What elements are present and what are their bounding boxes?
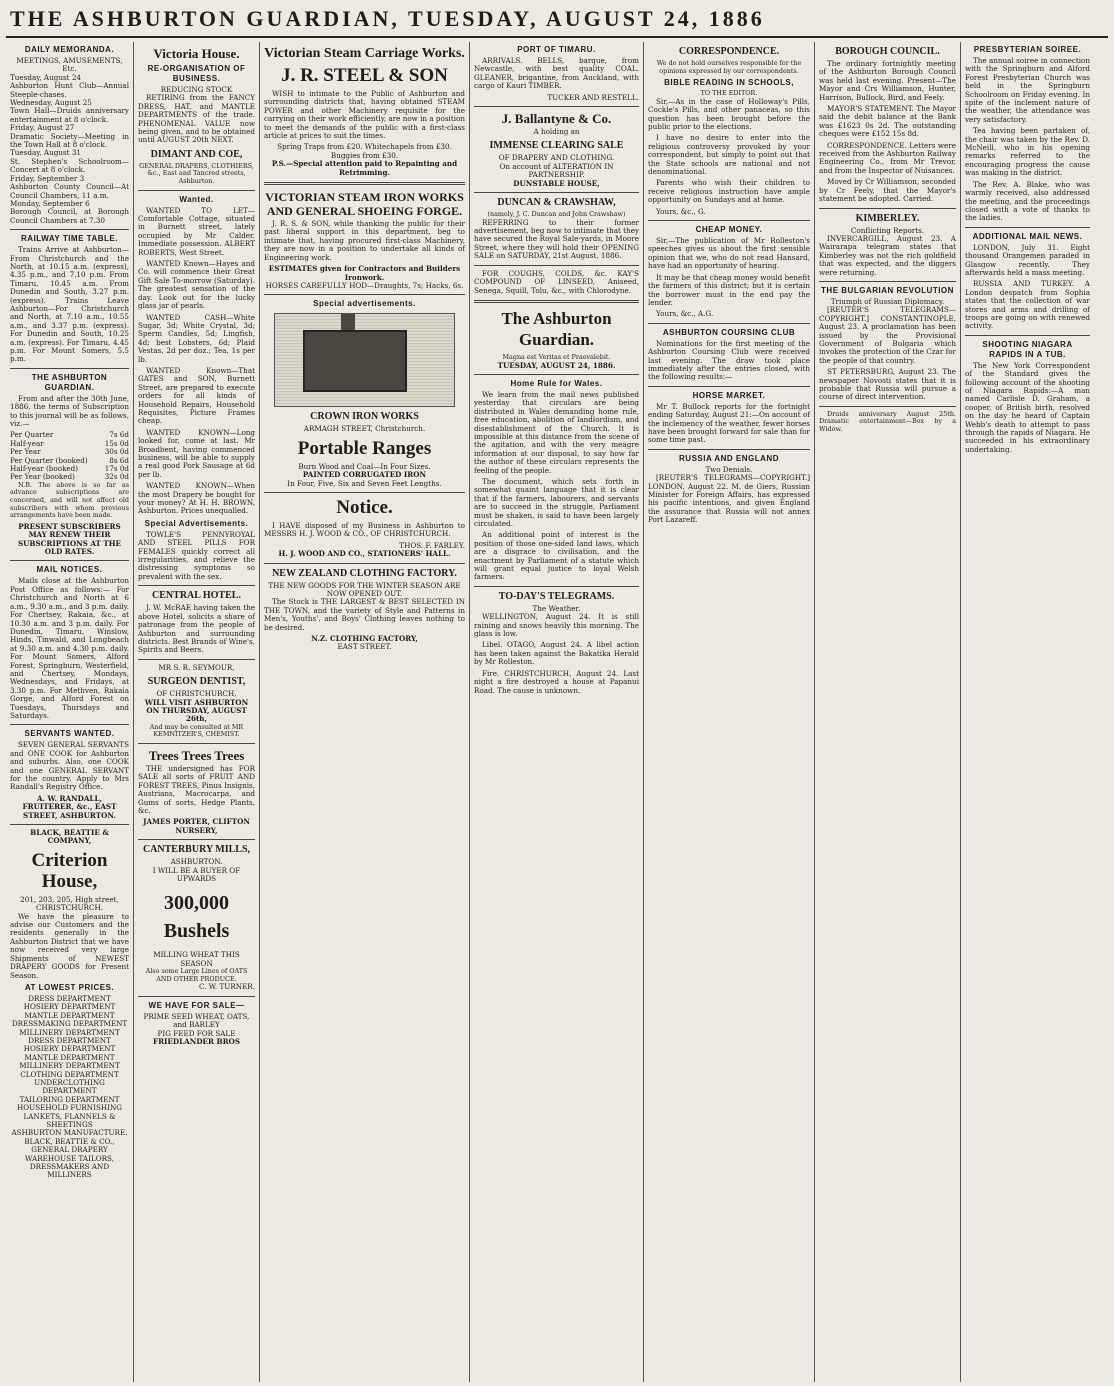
victoria-heading: Victoria House. (153, 46, 240, 61)
farley-name: THOS. F. FARLEY. (399, 540, 465, 550)
railway-text: Trains Arrive at Ashburton—From Christchurch and the North, at 10.15 a.m. (express), 4.35 p.m., and 7.10 p.m. From Timaru, 10.45 a.m. From Dunedin and South, 3.27 p.m. (express). Trains Leave Ashburton—For Christchurch and North, at 7.10 a.m., 10.55 a.m., and 3.37 p.m. (express). For Dunedin and South, 10.25 a.m. (express). For Timaru, 4.45 p.m. For Mount Somers, 5.5 p.m. (10, 245, 129, 364)
telegram-item: WELLINGTON, August 24. It is still raining and snows heavily this morning. The glass is low. (474, 612, 639, 639)
surgeon-sub: OF CHRISTCHURCH, (156, 689, 237, 699)
weather-heading: The Weather. (532, 603, 581, 613)
duncan-text: REFERRING to their former advertisement, beg now to intimate that they have secured the Royal Sale-yards, in Moore Street, where they will hold their OPENING SALE on SATURDAY, 21st August, 1886. (474, 217, 640, 261)
borough-paragraph: Moved by Cr Williamson, seconded by Cr Feely, that the Mayor's statement be adopted. Carried. (819, 177, 956, 204)
department-item: MANTLE DEPARTMENT (24, 1010, 115, 1020)
memoranda-item: Ashburton County Council—At Council Chambers, 11 a.m. (10, 182, 129, 200)
bulgarian-paragraph: ST PETERSBURG, August 23. The newspaper Novosti states that it is probable that Russia will pursue a course of direct intervention. (819, 367, 956, 402)
telegrams-body (474, 613, 639, 695)
guardian-heading: THE ASHBURTON GUARDIAN. (31, 372, 108, 392)
mail-news-heading: ADDITIONAL MAIL NEWS. (972, 231, 1083, 241)
bible-paragraph: Sir,—As in the case of Holloway's Pills, Cockle's Pills, and other panaceas, so this question has been brought before the public prior to the elections. (648, 96, 810, 131)
steam-works-heading: Victorian Steam Carriage Works. (264, 46, 465, 61)
kimberley-sub: Conflicting Reports. (850, 225, 925, 235)
memoranda-item: Dramatic Society—Meeting in the Town Hall at 8 o'clock. (10, 131, 129, 150)
friedlander-name: FRIEDLANDER BROS (152, 1037, 241, 1047)
criterion-address: 201, 203, 205, High street, CHRISTCHURCH. (20, 894, 119, 913)
wanted-ad: WANTED CASH—White Sugar, 3d; White Crystal, 3d; Sperm Candles, 5d; Lingfish, 4d; best Lobsters, 6d; Plaid Vestas, 2d per doz.; Tea, 1s per lb. (138, 312, 255, 364)
retiring-text: RETIRING from the FANCY DRESS, HAT, and MANTLE DEPARTMENTS of the trade. PHENOMENAL VALUE now being given, and to be obtained until AUGUST 20th NEXT. (138, 93, 255, 145)
department-item: MILLINERY DEPARTMENT (19, 1027, 120, 1037)
corrugated-heading: PAINTED CORRUGATED IRON (302, 470, 427, 480)
department-item: DRESS DEPARTMENT (28, 993, 111, 1003)
cheap-money-paragraph: Yours, &c., A.G. (656, 309, 714, 319)
bible-heading: BIBLE READING IN SCHOOLS, (664, 78, 794, 88)
criterion-text: We have the pleasure to advise our Customers and the residents generally in the Ashburton District that we have now received very large Shipments of NEWEST DRAPERY GOODS for Present Season. (10, 911, 129, 980)
editorial-paragraph: An additional point of interest is the position of those one-sided land laws, which are a disgrace to civilisation, and the enactment by Parliament of a statute which will grant equal justice to loyal Welsh farmers. (474, 530, 639, 582)
price-label: Per Year (10, 447, 41, 457)
correspondence-note: We do not hold ourselves responsible for the opinions expressed by our correspondents. (656, 59, 802, 75)
iron-works-heading: VICTORIAN STEAM IRON WORKS AND GENERAL SHOEING FORGE. (265, 190, 464, 219)
bushels-heading: 300,000 Bushels (163, 892, 230, 943)
clearing-sale-heading: IMMENSE CLEARING SALE (489, 140, 624, 152)
niagara-heading: SHOOTING NIAGARA RAPIDS IN A TUB. (982, 339, 1073, 359)
wanted-ad: WANTED KNOWN—Long looked for, come at last. Mr Broadbent, having commenced business, will be able to supply a real good Pork Sausage at 6d per lb. (138, 427, 255, 479)
memoranda-item: Ashburton Hunt Club—Annual Steeple-chases. (10, 81, 129, 99)
iron-works-text: J. R. S. & SON, while thanking the public for their past liberal support in this department, beg to intimate that, having procured first-class Machinery, they are now in a position to undertake all kinds of Engineering work. (264, 219, 465, 262)
memoranda-item: Monday, September 6 (10, 198, 90, 208)
soiree-heading: PRESBYTERIAN SOIREE. (973, 45, 1082, 54)
criterion-footer-line: LANKETS, FLANNELS & SHEETINGS (23, 1111, 116, 1129)
price-label: Half-year (10, 438, 44, 448)
department-item: DRESS DEPARTMENT (28, 1035, 111, 1045)
editorial-paragraph: We learn from the mail news published yesterday that circulars are being distributed in Wales demanding home rule, free education, abolition of landlordism, and disestablishment of the Church. It is impossible at this distance from the scene of the agitation, and with the very meagre information at our disposal, to say how far the author of these circulars represents the feeling of the people. (474, 389, 639, 475)
columns (6, 42, 1108, 1382)
column-6 (815, 42, 961, 1382)
port-heading: PORT OF TIMARU. (517, 45, 596, 54)
notice-heading: Notice. (336, 496, 393, 518)
department-item: HOSIERY DEPARTMENT (23, 1002, 116, 1012)
wanted-ads (138, 207, 255, 516)
clothing-factory-text: The Stock is THE LARGEST & BEST SELECTED IN THE TOWN, and the variety of Style and Patterns in Men's, Youths', and Boys' Clothing leaves nothing to be desired. (264, 597, 465, 632)
criterion-heading: Criterion House, (31, 849, 108, 892)
crown-iron-heading: CROWN IRON WORKS (310, 411, 419, 423)
range-stove-illustration (274, 313, 455, 407)
central-hotel-heading: CENTRAL HOTEL. (152, 590, 241, 602)
clothing-factory-sub: THE NEW GOODS FOR THE WINTER SEASON ARE NOW OPENED OUT. (268, 580, 461, 598)
servants-text: SEVEN GENERAL SERVANTS and ONE COOK for Ashburton and suburbs. Also, one COOK and one GENERAL SERVANT for the country. Apply to Mrs Randall's Registry Office. (10, 740, 129, 792)
department-item: CLOTHING DEPARTMENT (20, 1069, 119, 1079)
niagara-text: The New York Correspondent of the Standard gives the following account of the shooting of Niagara Rapids:—A man named Carlisle D. Graham, a cooper, of British birth, resolved on the day he heard of Captain Webb's death to attempt to pass through the rapids of Niagara. He succeeded in his extraordinary undertaking. (965, 360, 1090, 454)
trees-heading: Trees Trees Trees (148, 747, 245, 763)
memoranda-item: Friday, September 3 (10, 173, 85, 183)
notice-text: I HAVE disposed of my Business in Ashburton to MESSRS H. J. WOOD & CO., OF CHRISTCHURCH. (264, 520, 465, 539)
central-hotel-text: J. W. McRAE having taken the above Hotel, solicits a share of patronage from the people of Ashburton and surrounding districts. Best Brands of Wine's, Spirits and Beers. (138, 603, 255, 655)
price-label: Per Quarter (booked) (10, 455, 88, 465)
memoranda-heading: DAILY MEMORANDA. (24, 45, 115, 54)
bulgarian-paragraph: [REUTER'S TELEGRAMS—COPYRIGHT.] CONSTANTINOPLE, August 23. A proclamation has been issued by the Provisional Government of Bulgaria which invokes the protection of the Czar for the people of that country. (819, 305, 956, 365)
for-sale-text: PRIME SEED WHEAT, OATS, and BARLEY (143, 1011, 250, 1030)
criterion-footer-line: DRESSMAKERS AND MILLINERS (29, 1162, 110, 1180)
bible-paragraph: Yours, &c., G. (656, 206, 706, 216)
price-value: 7s 6d (109, 430, 129, 440)
soiree-paragraph: Tea having been partaken of, the chair was taken by the Rev. D. McNeill, who in his opening remarks referred to the encouraging progress the cause was making in the district. (965, 126, 1090, 178)
pig-feed-line: PIG FEED FOR SALE (157, 1028, 236, 1038)
kimberley-heading: KIMBERLEY. (855, 212, 920, 224)
towle-ad: TOWLE'S PENNYROYAL AND STEEL PILLS FOR FEMALES quickly correct all irregularities, and relieve the distressing symptoms so prevalent with the sex. (138, 529, 255, 581)
steel-heading: J. R. STEEL & SON (281, 65, 448, 86)
price-value: 30s 0d (104, 447, 129, 457)
department-item: UNDERCLOTHING DEPARTMENT (34, 1077, 105, 1096)
price-label: Half-year (booked) (10, 464, 79, 474)
tucker-name: TUCKER AND RESTELL. (547, 92, 639, 102)
guardian-text: From and after the 30th June, 1886, the terms of Subscription to this journal will be as follows, viz.— (10, 393, 129, 429)
masthead (6, 4, 1108, 38)
cheap-money-paragraph: It may be that cheap money would benefit the farmers of this district; but it is certain the borrower must in the end pay the lender. (648, 272, 810, 307)
bushels-sub: MILLING WHEAT THIS SEASON (153, 950, 240, 968)
soiree-paragraph: The annual soiree in connection with the Springburn and Alford Forest Presbyterian Church was held in the Springburn Schoolroom on Friday evening. In spite of the inclement nature of the weather, the attendance was very satisfactory. (965, 56, 1090, 124)
cheap-money-paragraph: Sir,—The publication of Mr Rolleston's speeches gives us about the first sensible opinion that we, who do not read Hansard, have had an opportunity of hearing. (648, 236, 810, 271)
for-sale-heading: WE HAVE FOR SALE— (148, 1000, 245, 1010)
subscription-prices (10, 431, 129, 481)
dimant-subheading: GENERAL DRAPERS, CLOTHIERS, &c., East and Tancred streets, Ashburton. (139, 161, 254, 186)
duncan-heading: DUNCAN & CRAWSHAW, (497, 197, 616, 209)
correspondence-heading: CORRESPONDENCE. (678, 46, 780, 57)
memoranda-item: Wednesday, August 25 (10, 98, 92, 108)
steel-text: WISH to intimate to the Public of Ashburton and surrounding districts that, having obtained STEAM POWER and other Machinery requisite for the carrying on their work efficiently, are now in a position to meet the demands of the public with a first-class article at prices to suit the times. (264, 89, 465, 141)
coursing-heading: ASHBURTON COURSING CLUB (662, 327, 796, 337)
factory-address: EAST STREET. (337, 642, 392, 652)
black-beattie-name: BLACK, BEATTIE & COMPANY, (30, 828, 109, 846)
bible-sub: TO THE EDITOR. (700, 89, 758, 98)
russia-sub: Two Denials. (705, 464, 753, 474)
servants-heading: SERVANTS WANTED. (24, 729, 115, 739)
reducing-stock: REDUCING STOCK (160, 85, 233, 94)
wanted-heading: Wanted. (179, 194, 214, 204)
department-item: MANTLE DEPARTMENT (24, 1052, 115, 1062)
trees-text: THE undersigned has FOR SALE all sorts of FRUIT AND FOREST TREES, Pinus Insignis, Austrians, Macrocarpa, and Gums of sorts, Hedge Plants, &c. (138, 763, 255, 815)
newspaper-title: THE ASHBURTON GUARDIAN, TUESDAY, AUGUST 24, 1886 (10, 6, 765, 31)
alteration-line: On account of ALTERATION IN PARTNERSHIP. (499, 161, 614, 180)
buyer-line: I WILL BE A BUYER OF UPWARDS (152, 865, 241, 883)
memoranda-item: Town Hall—Druids anniversary entertainment at 8 o'clock. (10, 106, 129, 124)
wanted-ad: WANTED Known—Hayes and Co. will commence their Great Gift Sale To-morrow (Saturday). The greatest sensation of the day. Look out for the lucky glass jar of pearls. (138, 259, 255, 311)
reorganisation-heading: RE-ORGANISATION OF BUSINESS. (147, 64, 246, 83)
criterion-footer (10, 1113, 129, 1180)
russia-heading: RUSSIA AND ENGLAND (679, 453, 779, 463)
corrugated-sub: In Four, Five, Six and Seven Feet Lengths. (287, 478, 442, 488)
editorial-heading: Home Rule for Wales. (510, 378, 603, 388)
department-item: TAILORING DEPARTMENT (19, 1094, 120, 1104)
turner-name: C. W. TURNER. (198, 982, 255, 992)
horse-market-text: Mr T. Bullock reports for the fortnight ending Saturday, August 21:—On account of the inclemency of the weather, fewer horses have been brought forward for sale than for some time past. (648, 401, 810, 445)
department-item: MILLINERY DEPARTMENT (19, 1061, 120, 1071)
seymour-name: MR S. R. SEYMOUR, (158, 662, 235, 672)
nursery-name: JAMES PORTER, CLIFTON NURSERY, (143, 817, 250, 835)
guardian-date: TUESDAY, AUGUST 24, 1886. (497, 360, 616, 370)
column-1 (6, 42, 134, 1382)
surgeon-heading: SURGEON DENTIST, (147, 676, 246, 688)
borough-council-heading: BOROUGH COUNCIL. (835, 46, 940, 57)
mail-news-body (965, 244, 1090, 331)
dunstable-line: DUNSTABLE HOUSE, (513, 178, 600, 188)
horse-market-heading: HORSE MARKET. (692, 390, 766, 400)
criterion-footer-line: ASHBURTON MANUFACTURE. (11, 1128, 128, 1138)
bulgarian-sub: Triumph of Russian Diplomacy. (830, 296, 945, 306)
soiree-paragraph: The Rev. A. Blake, who was warmly received, also addressed the meeting, and the proceedings closed with a vote of thanks to the ladies. (965, 179, 1090, 223)
holding-line: A holding an (533, 127, 580, 137)
memoranda-list (10, 74, 129, 225)
wanted-ad: WANTED TO LET—Comfortable Cottage, situated in Burnett street, lately occupied by Mr Calder. Immediate possession. ALBERT ROBERTS, West Street. (138, 205, 255, 257)
price-label: Per Quarter (10, 430, 54, 440)
wanted-ad: WANTED Known—That GATES and SON, Burnett Street, are prepared to execute orders for all kinds of Household Repairs, Household Requisites, Picture Frames cheap. (138, 365, 255, 426)
portable-ranges-sub: Burn Wood and Coal—In Four Sizes. (298, 461, 431, 471)
duncan-sub: (namely, J. C. Duncan and John Crawshaw) (487, 210, 626, 219)
special-advertisements-heading: Special advertisements. (313, 299, 416, 309)
visit-sub: And may be consulted at MR KEMNITZER'S, CHEMIST. (149, 722, 244, 739)
guardian-note: N.B. The above is so far as advance subscriptions are concerned, and will not affect old subscribers with whom previous arrangements have been made. (10, 480, 129, 520)
factory-name: N.Z. CLOTHING FACTORY, (311, 634, 418, 643)
bible-body (648, 98, 810, 216)
memoranda-item: Friday, August 27 (10, 123, 75, 133)
stationers-line: H. J. WOOD AND CO., STATIONERS' HALL. (278, 549, 451, 559)
port-text: ARRIVALS. BELLS, barque, from Newcastle, with best quality COAL. GLEANER, brigantine, from Auckland, with cargo of Kauri TIMBER. (474, 56, 639, 91)
column-6-footer: Druids anniversary August 25th. Dramatic entertainment—Box by a Widow. (819, 409, 956, 433)
borough-council-body (819, 60, 956, 204)
clothing-factory-heading: NEW ZEALAND CLOTHING FACTORY. (272, 567, 457, 579)
coughs-ad: FOR COUGHS, COLDS, &c. KAY'S COMPOUND OF LINSEED, Aniseed, Senega, Squill, Tolu, &c., with Chlorodyne. (474, 268, 639, 295)
memoranda-item: Tuesday, August 31 (10, 148, 81, 158)
telegrams-heading: TO-DAY'S TELEGRAMS. (498, 590, 615, 602)
price-value: 8s 6d (109, 455, 129, 465)
kimberley-text: INVERCARGILL, August 23. A Wairarapa telegram states that Kimberley was not the rich goldfield that was expected, and the diggers were returning. (819, 233, 956, 277)
railway-heading: RAILWAY TIME TABLE. (21, 234, 118, 244)
column-2 (134, 42, 260, 1382)
price-value: 15s 0d (104, 438, 129, 448)
editorial-paragraph: The document, which sets forth in somewhat quaint language that it is clear that if the farmers, labourers, and servants are to succeed in the struggle, Parliament must be shaken, is said to have been largely circulated. (474, 476, 639, 528)
cheap-money-body (648, 237, 810, 319)
price-value: 32s 0d (104, 472, 129, 482)
memoranda-subheading: MEETINGS, AMUSEMENTS, Etc. (16, 56, 123, 74)
stove-icon (303, 330, 407, 392)
borough-paragraph: CORRESPONDENCE. Letters were received from the Ashburton Railway Engineering Co., from Mr Trevor, and from the Inspector of Nuisances. (819, 140, 956, 175)
memoranda-item: Tuesday, August 24 (10, 72, 81, 82)
lowest-prices: AT LOWEST PRICES. (24, 982, 115, 992)
coursing-text: Nominations for the first meeting of the Ashburton Coursing Club were received last evening. The draw took place immediately after the entries closed, with the following results:— (648, 338, 810, 382)
crown-iron-sub: ARMAGH STREET, Christchurch. (303, 424, 426, 434)
column-7 (961, 42, 1094, 1382)
borough-paragraph: The ordinary fortnightly meeting of the Ashburton Borough Council was held last evening. Present—The Mayor and Crs Williamson, Hunter, Harrison, Bullock, Bird, and Feely. (819, 59, 956, 102)
bible-paragraph: Parents who wish their children to receive religious instruction have ample opportunity on Sundays and at home. (648, 178, 810, 205)
column-3 (260, 42, 470, 1382)
editorial-body (474, 391, 639, 582)
mail-heading: MAIL NOTICES. (36, 565, 103, 575)
bible-paragraph: I have no desire to enter into the religious controversy provoked by your correspondent, but simply to point out that the State schools are national and not denominational. (648, 133, 810, 177)
memoranda-item: St. Stephen's Schoolroom—Concert at 8 o'clock. (10, 156, 129, 175)
guardian-masthead: The Ashburton Guardian. (501, 308, 612, 349)
clearing-sale-sub: OF DRAPERY AND CLOTHING. (498, 153, 615, 163)
price-value: 17s 0d (104, 464, 129, 474)
portable-ranges-heading: Portable Ranges (297, 437, 432, 459)
steel-note: P.S.—Special attention paid to Repainting and Retrimming. (271, 159, 458, 177)
subscribers-notice: PRESENT SUBSCRIBERS MAY RENEW THEIR SUBSCRIPTIONS AT THE OLD RATES. (17, 521, 122, 557)
canterbury-mills-heading: CANTERBURY MILLS, (142, 844, 251, 856)
column-4 (470, 42, 644, 1382)
ballantyne-heading: J. Ballantyne & Co. (501, 111, 612, 127)
mail-news-paragraph: LONDON, July 31. Eight thousand Orangemen paraded in Glasgow recently. They afterwards held a mass meeting. (965, 242, 1090, 277)
steel-prices: Spring Traps from £20. Whitechapels from £30. Buggies from £30. (277, 142, 452, 160)
oats-line: Also some Large Lines of OATS AND OTHER PRODUCE. (145, 967, 248, 983)
cheap-money-heading: CHEAP MONEY. (695, 225, 763, 235)
departments-list (10, 995, 129, 1113)
horses-line: HORSES CAREFULLY HOD—Draughts, 7s; Hacks, 6s. (265, 280, 464, 290)
borough-paragraph: MAYOR'S STATEMENT. The Mayor said the debit balance at the Bank was £1623 0s 2d. The outstanding cheques were £152 15s 8d. (819, 104, 956, 139)
estimates-line: ESTIMATES given for Contractors and Builders Ironwork. (268, 264, 461, 282)
bulgarian-body (819, 306, 956, 401)
criterion-footer-line: BLACK, BEATTIE & CO., (24, 1136, 115, 1146)
bulgarian-heading: THE BULGARIAN REVOLUTION (821, 285, 954, 295)
department-item: HOSIERY DEPARTMENT (23, 1044, 116, 1054)
department-item: HOUSEHOLD FURNISHING (16, 1103, 122, 1113)
special-ads-heading: Special Advertisements. (144, 518, 249, 528)
memoranda-item: Borough Council, at Borough Council Chambers at 7.30 (10, 207, 129, 225)
soiree-body (965, 57, 1090, 223)
column-5 (644, 42, 815, 1382)
guardian-motto: Magna est Veritas et Praevalebit. (502, 352, 611, 361)
visit-notice: WILL VISIT ASHBURTON ON THURSDAY, AUGUST 26th, (144, 697, 249, 724)
canterbury-mills-sub: ASHBURTON. (170, 857, 223, 867)
telegram-item: Libel. OTAGO, August 24. A libel action has been taken against the Bakatika Herald by Mr Rolleston. (474, 640, 639, 667)
price-label: Per Year (booked) (10, 472, 75, 482)
russia-text: [REUTER'S TELEGRAMS—COPYRIGHT.] LONDON, August 22. M. de Giers, Russian Minister for Foreign Affairs, has expressed his pacific intentions, and given England the assurance that Russia will not annex Port Lazareff. (648, 473, 810, 525)
telegram-item: Fire. CHRISTCHURCH, August 24. Last night a fire destroyed a house at Papanui Road. The cause is unknown. (474, 668, 639, 695)
department-item: DRESSMAKING DEPARTMENT (11, 1019, 128, 1029)
dimant-heading: DIMANT AND COE, (150, 148, 243, 160)
mail-text: Mails close at the Ashburton Post Office as follows:— For Christchurch and North at 6 a.m., 9.30 a.m., and 3 p.m. daily. For Chertsey, Rakaia, &c., at 10.30 a.m. and 3 p.m. daily. For Dunedin, Timaru, Winslow, Hinds, Tinwald, and Longbeach at 9.30 a.m. and 4.30 p.m. daily. For Mount Somers, Alford Forest, Springburn, Westerfield, and Chertsey, Mondays, Wednesdays, and Fridays, at 3.30 p.m. For Methven, Rakaia Gorge, and Alford Forest on Tuesdays, Thursdays and Saturdays. (10, 576, 129, 720)
mail-news-paragraph: RUSSIA AND TURKEY. A London despatch from Sophia states that the collection of war stores and arms and drilling of troops are going on with renewed activity. (965, 279, 1090, 331)
fruiterer-ad: A. W. RANDALL, FRUITERER, &c., EAST STREET, ASHBURTON. (22, 793, 117, 820)
criterion-footer-line: GENERAL DRAPERY WAREHOUSE TAILORS, (24, 1145, 114, 1163)
wanted-ad: WANTED KNOWN—When the most Drapery be bought for your money? At H. H. BROWN, Ashburton. Prices unequalled. (138, 481, 255, 516)
